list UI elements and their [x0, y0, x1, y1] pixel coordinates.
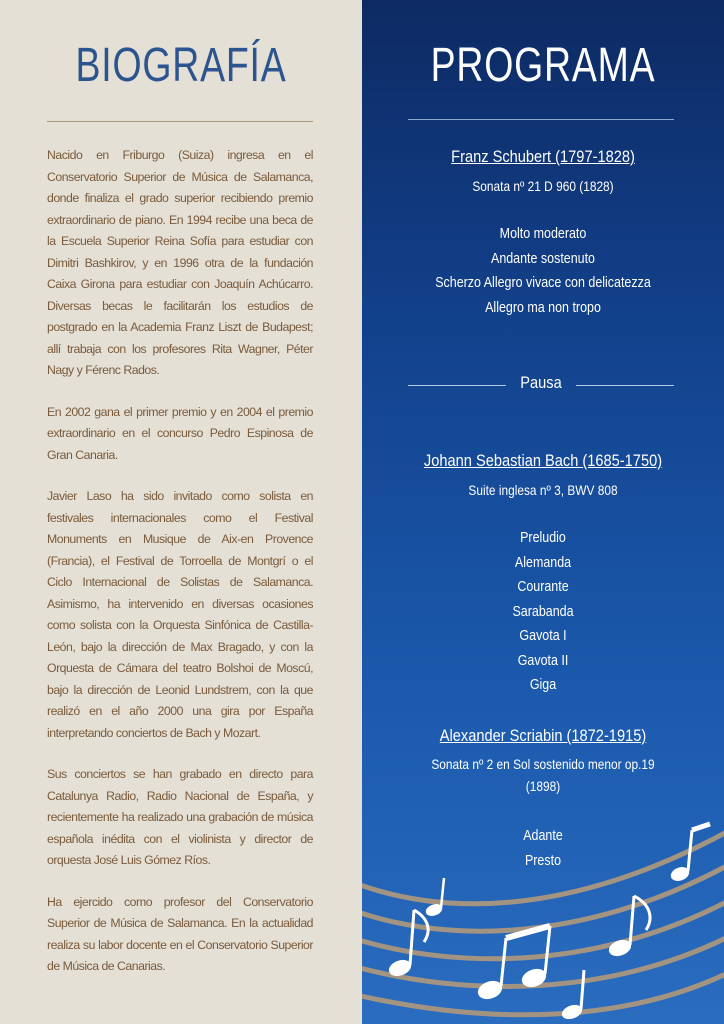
- biography-paragraph: Nacido en Friburgo (Suiza) ingresa en el Conservatorio Superior de Música de Salamanca, donde finaliza el grado superior recibiendo premio extraordinario de piano. En 1994 recibe una beca de la Escuela Superior Reina Sofía para estudiar con Dimitri Bashkirov, y en 1996 otra de la fundación Caixa Girona para estudiar con Joaquín Achúcarro. Diversas becas le facilitarán los estudios de postgrado en la Academia Franz Liszt de Budapest; allí trabaja con los profesores Rita Wagner, Péter Nagy y Férenc Rados.: [47, 148, 313, 377]
- staff-lines: [362, 828, 724, 1015]
- work-schubert: [389, 175, 697, 197]
- intermission-label: Pausa: [520, 373, 562, 392]
- program-title: PROGRAMA: [430, 39, 656, 92]
- biography-paragraph: Ha ejercido como profesor del Conservatorio Superior de Música de Salamanca. En la actualidad realiza su labor docente en el Conservatorio Superior de Música de Canarias.: [47, 894, 313, 973]
- movement-item: Presto: [524, 852, 562, 869]
- music-notes: [387, 824, 710, 1021]
- work-bach: [389, 479, 697, 501]
- work-scriabin: [389, 753, 697, 797]
- movement-item: Courante: [517, 579, 569, 595]
- biography-title: BIOGRAFÍA: [75, 39, 287, 92]
- composer-schubert: Franz Schubert (1797-1828): [451, 147, 635, 166]
- movement-item: Alemanda: [514, 554, 572, 571]
- movement-item: Gavota I: [519, 628, 567, 644]
- movement-item: Preludio: [520, 530, 566, 546]
- movement-item: Sarabanda: [512, 603, 574, 620]
- program-panel: [362, 0, 724, 1024]
- music-staff-decoration: [362, 800, 724, 1024]
- note-icon: [561, 970, 584, 1021]
- movement-item: Gavota II: [517, 652, 569, 669]
- work-line: Sonata nº 21 D 960 (1828): [472, 178, 614, 194]
- note-icon: [425, 878, 444, 917]
- biography-divider: [47, 121, 313, 122]
- composer-bach: Johann Sebastian Bach (1685-1750): [423, 451, 663, 470]
- biography-paragraph: En 2002 gana el primer premio y en 2004 el premio extraordinario en el concurso Pedro Espinosa de Gran Canaria.: [47, 404, 313, 462]
- biography-paragraph: Javier Laso ha sido invitado como solista en festivales internacionales como el Festival Monuments en Musique de Aix-en Provence (Francia), el Festival de Torroella de Montgrí o el Ciclo Internacional de Solistas de Salamanca. Asimismo, ha intervenido en diversas ocasiones como solista con la Orquesta Sinfónica de Castilla-León, bajo la dirección de Max Bragado, y con la Orquesta de Cámara del teatro Bolshoi de Moscú, bajo la dirección de Leonid Lundstrem, con la que realizó en el año 2000 una gira por España interpretando conciertos de Bach y Mozart.: [47, 489, 313, 740]
- movement-item: Andante sostenuto: [490, 250, 596, 267]
- movement-item: Molto moderato: [499, 226, 587, 242]
- movements-schubert: [387, 222, 698, 320]
- composer-scriabin: Alexander Scriabin (1872-1915): [439, 726, 647, 745]
- work-line: Sonata nº 2 en Sol sostenido menor op.19: [431, 756, 655, 772]
- intermission: [408, 373, 674, 397]
- work-line: Suite inglesa nº 3, BWV 808: [468, 482, 618, 498]
- intermission-line-right: [576, 385, 674, 386]
- movement-item: Scherzo Allegro vivace con delicatezza: [435, 275, 651, 291]
- biography-body: [47, 145, 313, 998]
- note-icon: [669, 824, 710, 883]
- work-line: (1898): [525, 778, 561, 794]
- note-icon: [476, 926, 550, 1002]
- movement-item: Allegro ma non tropo: [485, 299, 601, 316]
- program-divider: [408, 119, 674, 120]
- movements-bach: [387, 526, 698, 698]
- movement-item: Giga: [529, 677, 557, 693]
- movement-item: Adante: [523, 828, 563, 844]
- biography-paragraph: Sus conciertos se han grabado en directo para Catalunya Radio, Radio Nacional de España, y recientemente ha realizado una grabación de música española inédita con el violinista y director de orquesta José Luis Gómez Ríos.: [47, 767, 313, 867]
